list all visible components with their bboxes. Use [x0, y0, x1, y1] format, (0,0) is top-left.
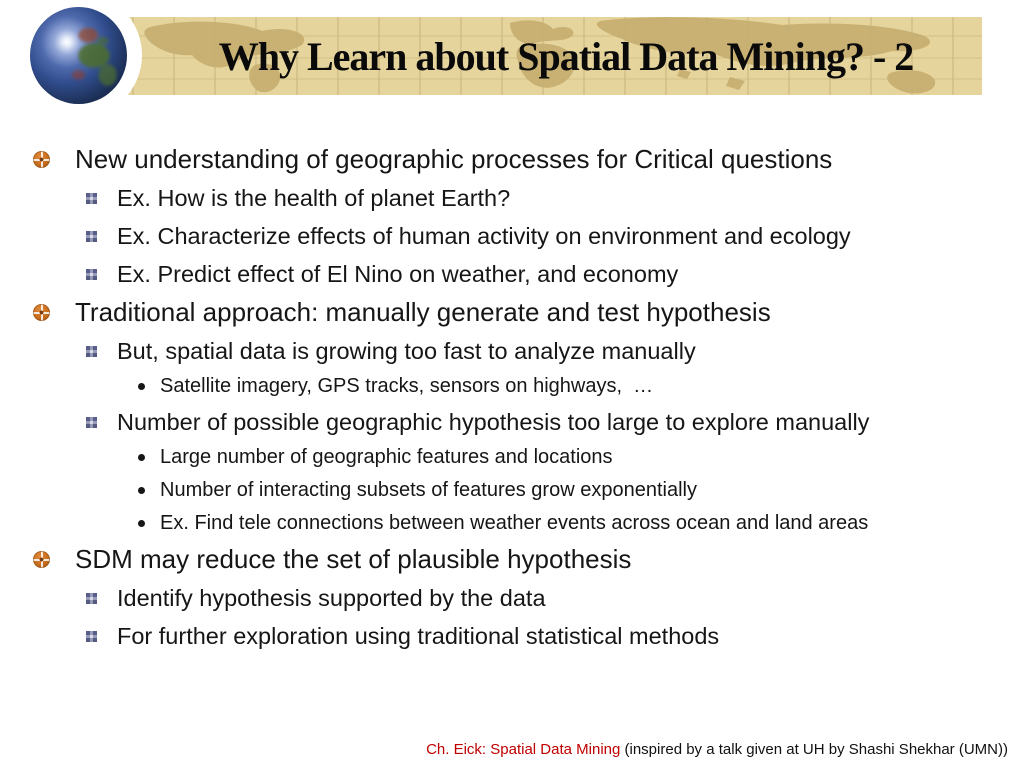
bullet-row: [0, 179, 1024, 217]
square-bullet-icon: [86, 193, 97, 204]
dot-bullet-icon: [138, 487, 145, 494]
footer-credit-text: (inspired by a talk given at UH by Shashi Shekhar (UMN)): [620, 741, 1008, 758]
bullet-row: [0, 403, 1024, 441]
bullet-text: SDM may reduce the set of plausible hypothesis: [75, 544, 632, 574]
bullet-text: Ex. How is the health of planet Earth?: [117, 184, 511, 211]
bullet-row: [0, 332, 1024, 370]
square-bullet-icon: [86, 631, 97, 642]
compass-bullet-icon: [33, 151, 50, 168]
bullet-row: [0, 441, 1024, 474]
bullet-text: Ex. Find tele connections between weather events across ocean and land areas: [160, 512, 869, 534]
title-banner: [40, 17, 982, 95]
square-bullet-icon: [86, 593, 97, 604]
bullet-text: Large number of geographic features and locations: [160, 446, 613, 468]
bullet-row: [0, 140, 1024, 179]
compass-bullet-icon: [33, 551, 50, 568]
bullet-text: Ex. Predict effect of El Nino on weather, and economy: [117, 260, 679, 287]
bullet-row: [0, 617, 1024, 655]
square-bullet-icon: [86, 346, 97, 357]
globe-icon: [30, 7, 127, 104]
bullet-text: New understanding of geographic processes for Critical questions: [75, 144, 833, 174]
bullet-text: Number of possible geographic hypothesis too large to explore manually: [117, 408, 870, 435]
compass-bullet-icon: [33, 304, 50, 321]
square-bullet-icon: [86, 231, 97, 242]
square-bullet-icon: [86, 417, 97, 428]
dot-bullet-icon: [138, 454, 145, 461]
footer-author-text: Ch. Eick: Spatial Data Mining: [426, 741, 621, 758]
footer-credit: [426, 741, 1008, 758]
bullet-list: [0, 140, 1024, 655]
bullet-row: [0, 293, 1024, 332]
dot-bullet-icon: [138, 383, 145, 390]
bullet-text: For further exploration using traditional statistical methods: [117, 622, 720, 649]
bullet-row: [0, 579, 1024, 617]
bullet-row: [0, 540, 1024, 579]
bullet-row: [0, 255, 1024, 293]
bullet-text: Ex. Characterize effects of human activity on environment and ecology: [117, 222, 851, 249]
bullet-text: Satellite imagery, GPS tracks, sensors on highways, …: [160, 375, 654, 397]
bullet-row: [0, 474, 1024, 507]
bullet-text: Identify hypothesis supported by the data: [117, 584, 546, 611]
dot-bullet-icon: [138, 520, 145, 527]
bullet-row: [0, 370, 1024, 403]
bullet-row: [0, 507, 1024, 540]
bullet-text: But, spatial data is growing too fast to analyze manually: [117, 337, 696, 364]
bullet-text: Number of interacting subsets of features grow exponentially: [160, 479, 697, 501]
bullet-text: Traditional approach: manually generate and test hypothesis: [75, 297, 771, 327]
bullet-row: [0, 217, 1024, 255]
slide-title: Why Learn about Spatial Data Mining? - 2: [218, 33, 914, 79]
square-bullet-icon: [86, 269, 97, 280]
